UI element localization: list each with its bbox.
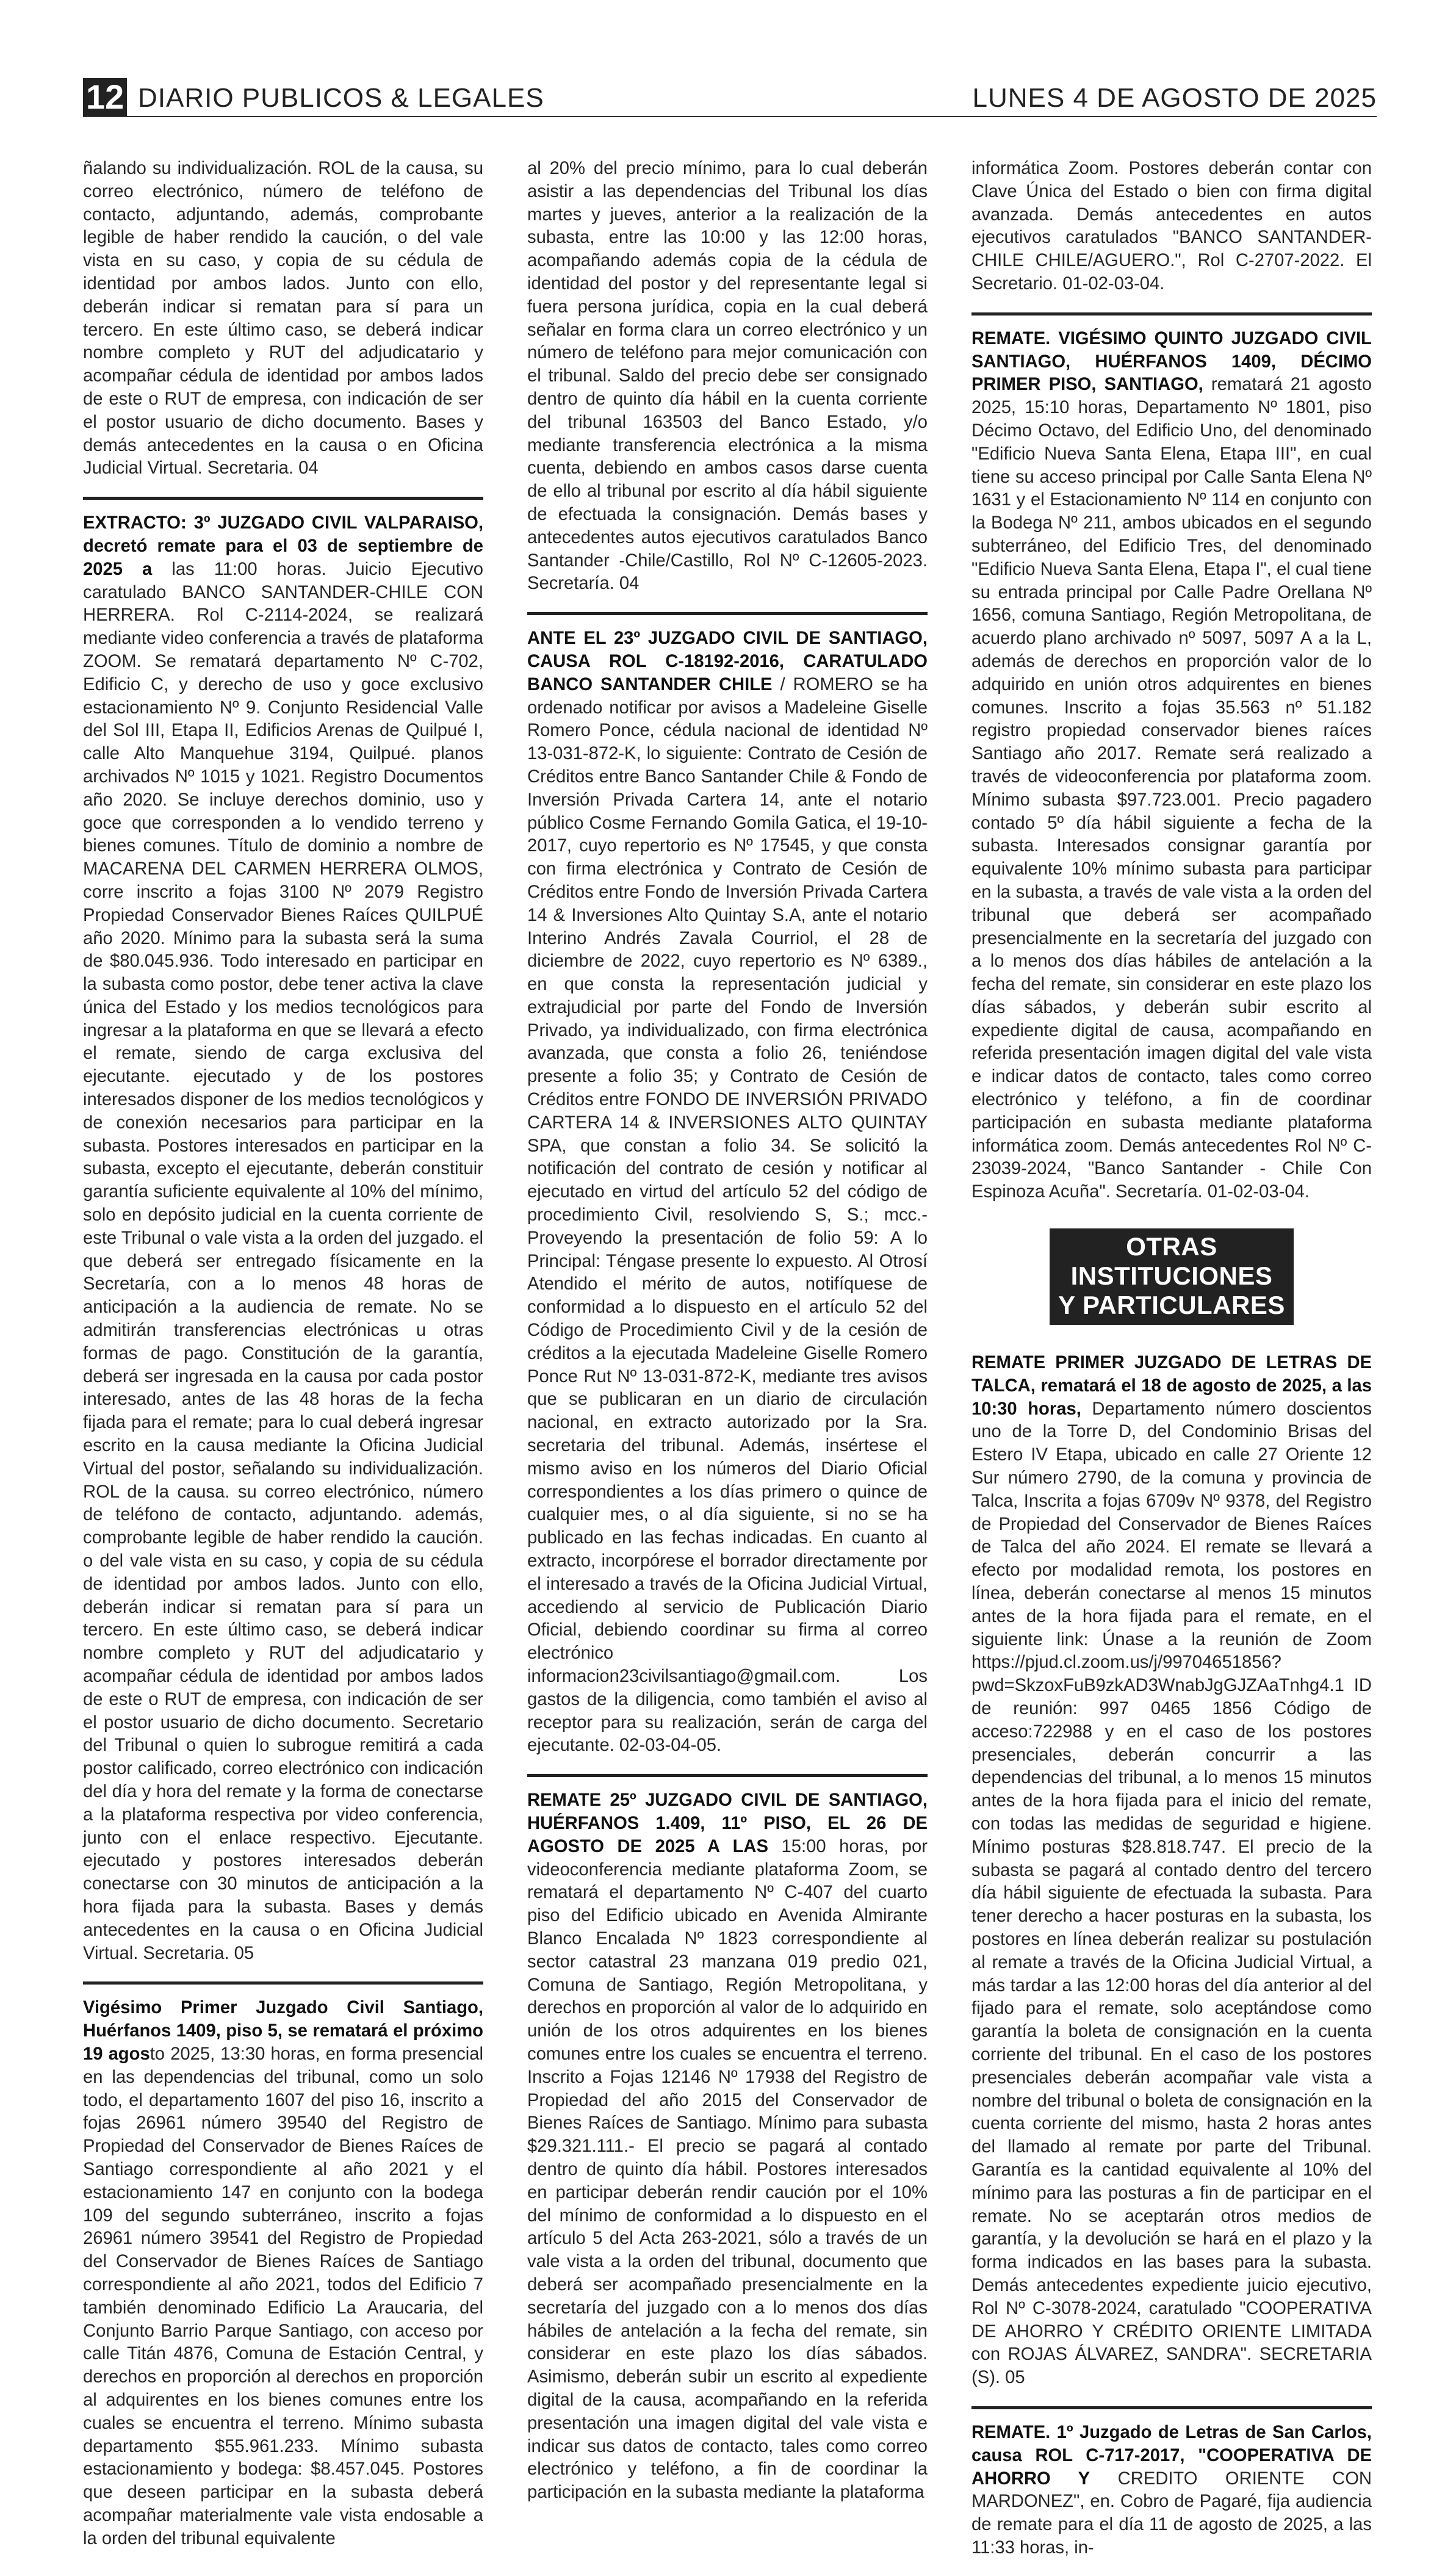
legal-notice [971, 328, 1372, 1204]
notice-heading: REMATE 25º JUZGADO CIVIL DE SANTIAGO, HUÉRFANOS 1.409, 11º PISO, EL 26 DE AGOSTO DE 2025 A LAS [527, 1790, 928, 1856]
notice-body: informática Zoom. Postores deberán contar con Clave Única del Estado o bien con firma digital avanzada. Demás antecedentes en autos ejecutivos caratulados "BANCO SANTANDER-CHILE CHILE/AGUERO.", Rol C-2707-2022. El Secretario. 01-02-03-04. [971, 159, 1372, 294]
notice-heading: REMATE. VIGÉSIMO QUINTO JUZGADO CIVIL SANTIAGO, HUÉRFANOS 1409, DÉCIMO PRIMER PISO, SANTIAGO, [971, 328, 1372, 395]
notice-body: / ROMERO se ha ordenado notificar por avisos a Madeleine Giselle Romero Ponce, cédula nacional de identidad Nº 13-031-872-K, lo siguiente: Contrato de Cesión de Créditos entre Banco Santander Chile & Fondo de Inversión Privada Cartera 14, ante el notario público Cosme Fernando Gomila Gatica, el 19-10-2017, cuyo repertorio es Nº 17545, y que consta con firma electrónica y Contrato de Cesión de Créditos entre Fondo de Inversión Privada Cartera 14 & Inversiones Alto Quintay S.A, ante el notario Interino Andrés Zavala Courriol, el 28 de diciembre de 2022, cuyo repertorio es Nº 6389., en que consta la representación judicial y extrajudicial por parte del Fondo de Inversión Privado, ya individualizado, con firma electrónica avanzada, que consta a folio 26, teniéndose presente a folio 35; y Contrato de Cesión de Créditos entre FONDO DE INVERSIÓN PRIVADO CARTERA 14 & INVERSIONES ALTO QUINTAY SPA, que constan a folio 34. Se solicitó la notificación del contrato de cesión y notificar al ejecutado en virtud del artículo 52 del código de procedimiento Civil, resolviendo S, S.; mcc.- Proveyendo la presentación de folio 59: A lo Principal: Téngase presente lo expuesto. Al Otrosí Atendido el mérito de autos, notifíquese de conformidad a lo dispuesto en el artículo 52 del Código de Procedimiento Civil y de la cesión de créditos a la ejecutada Madeleine Giselle Romero Ponce Rut Nº 13-031-872-K, mediante tres avisos que se publicaran en un diario de circulación nacional, en extracto autorizado por la Sra. secretaria del tribunal. Además, insértese el mismo aviso en los números del Diario Oficial correspondientes a los días primero o quince de cualquier mes, o al día siguiente, si no se ha publicado en las fechas indicadas. En cuanto al extracto, incorpórese el borrador directamente por el interesado a través de la Oficina Judicial Virtual, accediendo al servicio de Publicación Diario Oficial, debiendo coordinar su firma al correo electrónico informacion23civilsantiago@gmail.com. Los gastos de la diligencia, como también el aviso al receptor para su realización, serán de carga del ejecutante. 02-03-04-05. [527, 674, 928, 1756]
notice-body: to 2025, 13:30 horas, en forma presencial en las dependencias del tribunal, como un solo todo, el departamento 1607 del piso 16, inscrito a fojas 26961 número 39540 del Registro de Propiedad del Conservador de Bienes Raíces de Santiago correspondiente al año 2021 y el estacionamiento 147 en conjunto con la bodega 109 del segundo subterráneo, inscrito a fojas 26961 número 39541 del Registro de Propiedad del Conservador de Bienes Raíces de Santiago correspondiente al año 2021, todos del Edificio 7 también denominado Edificio La Araucaria, del Conjunto Barrio Parque Santiago, con acceso por calle Titán 4876, Comuna de Estación Central, y derechos en proporción al derechos en proporción al adquirentes en los bienes comunes entre los cuales se encuentra el terreno. Mínimo subasta departamento $55.961.233. Mínimo subasta estacionamiento y bodega: $8.457.045. Postores que deseen participar en la subasta deberá acompañar materialmente vale vista endosable a la orden del tribunal equivalente [83, 2044, 484, 2548]
section-banner-line: OTRAS INSTITUCIONES [1070, 1232, 1273, 1291]
notice-body: Departamento número doscientos uno de la Torre D, del Condominio Brisas del Estero IV Etapa, ubicado en calle 27 Oriente 12 Sur número 2790, de la comuna y provincia de Talca, Inscrita a fojas 6709v Nº 9378, del Registro de Propiedad del Conservador de Bienes Raíces de Talca del año 2024. El remate se llevará a efecto por modalidad remota, los postores en línea, deberán conectarse al menos 15 minutos antes de la hora fijada para el remate, en el siguiente link: Únase a la reunión de Zoom https://pjud.cl.zoom.us/j/99704651856?pwd=SkzoxFuB9zkAD3WnabJgGJZAaTnhg4.1 ID de reunión: 997 0465 1856 Código de acceso:722988 y en el caso de los postores presenciales, deberán concurrir a las dependencias del tribunal, a lo menos 15 minutos antes de la hora fijada para el inicio del remate, con todas las medidas de seguridad e higiene. Mínimo posturas $28.818.747. El precio de la subasta se pagará al contado dentro del tercero día hábil siguiente de efectuada la subasta. Para tener derecho a hacer posturas en la subasta, los postores en línea deberán realizar su postulación al remate a través de la Oficina Judicial Virtual, a más tardar a las 12:00 horas del día anterior al del fijado para el remate, solo aceptándose como garantía la boleta de consignación en la cuenta corriente del tribunal. En el caso de los postores presenciales deberán acompañar vale vista a nombre del tribunal o boleta de consignación en la cuenta corriente del mismo, hasta 2 horas antes del llamado al remate por parte del Tribunal. Garantía es la cantidad equivalente al 10% del mínimo para las posturas a fin de participar en el remate. No se aceptarán otros medios de garantía, y la devolución se hará en el plazo y la forma indicados en las bases para la subasta. Demás antecedentes expediente juicio ejecutivo, Rol Nº C-3078-2024, caratulado "COOPERATIVA DE AHORRO Y CRÉDITO ORIENTE LIMITADA con ROJAS ÁLVAREZ, SANDRA". SECRETARIA (S). 05 [971, 1399, 1372, 2388]
notice-divider [971, 312, 1372, 315]
legal-notice [527, 627, 928, 1758]
notice-heading: Vigésimo Primer Juzgado Civil Santiago, Huérfanos 1409, piso 5, se rematará el próximo 19 agos [83, 1998, 483, 2064]
legal-notice [971, 1352, 1372, 2390]
legal-notice [527, 1789, 928, 2504]
section-banner-line: Y PARTICULARES [1058, 1291, 1285, 1320]
column-1 [83, 157, 484, 2548]
publication-name: DIARIO PUBLICOS & LEGALES [138, 83, 544, 113]
notice-divider [527, 612, 928, 615]
notice-divider [971, 2406, 1372, 2409]
notice-heading: REMATE PRIMER JUZGADO DE LETRAS DE TALCA, rematará el 18 de agosto de 2025, a las 10:30 horas, [971, 1353, 1372, 1419]
notice-divider [83, 497, 483, 500]
legal-notice [527, 157, 928, 596]
legal-notice [971, 2421, 1372, 2560]
legal-notice [83, 512, 483, 1965]
notice-body: las 11:00 horas. Juicio Ejecutivo caratulado BANCO SANTANDER-CHILE CON HERRERA. Rol C-2114-2024, se realizará mediante video conferencia a través de plataforma ZOOM. Se rematará departamento Nº C-702, Edificio C, y derecho de uso y goce exclusivo estacionamiento Nº 9. Conjunto Residencial Valle del Sol III, Etapa II, Edificios Arenas de Quilpué I, calle Alto Manquehue 3194, Quilpué. planos archivados Nº 1015 y 1021. Registro Documentos año 2020. Se incluye derechos dominio, uso y goce que corresponden a lo vendido terreno y bienes comunes. Título de dominio a nombre de MACARENA DEL CARMEN HERRERA OLMOS, corre inscrito a fojas 3100 Nº 2079 Registro Propiedad Conservador Bienes Raíces QUILPUÉ año 2020. Mínimo para la subasta será la suma de $80.045.936. Todo interesado en participar en la subasta como postor, debe tener activa la clave única del Estado y los medios tecnológicos para ingresar a la plataforma en que se llevará a efecto el remate, siendo de carga exclusiva del ejecutante. ejecutado y de los postores interesados disponer de los medios tecnológicos y de conexión necesarios para participar en la subasta. Postores interesados en participar en la subasta, excepto el ejecutante, deberán constituir garantía suficiente equivalente al 10% del mínimo, solo en depósito judicial en la cuenta corriente de este Tribunal o vale vista a la orden del juzgado. el que deberá ser entregado físicamente en la Secretaría, con a lo menos 48 horas de anticipación a la audiencia de remate. No se admitirán transferencias electrónicas u otras formas de pago. Constitución de la garantía, deberá ser ingresada en la causa por cada postor interesado, antes de las 48 horas de la fecha fijada para el remate; para lo cual deberá ingresar escrito en la causa mediante la Oficina Judicial Virtual del postor, señalando su individualización. ROL de la causa. su correo electrónico, número de teléfono de contacto, adjuntando. además, comprobante legible de haber rendido la caución. o del vale vista en su caso, y copia de su cédula de identidad por ambos lados. Junto con ello, deberán indicar si rematan para sí para un tercero. En este último caso, se deberá indicar nombre completo y RUT del adjudicatario y acompañar cédula de identidad por ambos lados de este o RUT de empresa, con indicación de ser el postor usuario de dicho documento. Secretario del Tribunal o quien lo subrogue remitirá a cada postor calificado, correo electrónico con indicación del día y hora del remate y la forma de conectarse a la plataforma respectiva por video conferencia, junto con el enlace respectivo. Ejecutante. ejecutado y postores interesados deberán conectarse con 30 minutos de anticipación a la hora fijada para la subasta. Bases y demás antecedentes en la causa o en Oficina Judicial Virtual. Secretaria. 05 [83, 559, 483, 1963]
notice-divider [83, 1981, 483, 1985]
notice-body: ñalando su individualización. ROL de la causa, su correo electrónico, número de teléfono de contacto, adjuntando, además, comprobante legible de haber rendido la caución, o del vale vista en su caso, y copia de su cédula de identidad por ambos lados. Junto con ello, deberán indicar si rematan para sí para un tercero. En este último caso, se deberá indicar nombre completo y RUT del adjudicatario y acompañar cédula de identidad por ambos lados de este o RUT de empresa, con indicación de ser el postor usuario de dicho documento. Bases y demás antecedentes en la causa o en Oficina Judicial Virtual. Secretaria. 04 [83, 159, 483, 478]
legal-notice [971, 157, 1372, 296]
notice-body: rematará 21 agosto 2025, 15:10 horas, Departamento Nº 1801, piso Décimo Octavo, del Edificio Uno, del denominado "Edificio Nueva Santa Elena, Etapa III", en cual tiene su acceso principal por Calle Santa Elena Nº 1631 y el Estacionamiento Nº 114 en conjunto con la Bodega Nº 211, ambos ubicados en el segundo subterráneo, del Edificio Tres, del denominado "Edificio Nueva Santa Elena, Etapa I", el cual tiene su entrada principal por Calle Padre Orellana Nº 1656, comuna Santiago, Región Metropolitana, de acuerdo plano archivado nº 5097, 5097 A a la L, además de derechos en proporción valor de lo adquirido en unión otros adquirentes en bienes comunes. Inscrito a fojas 35.563 nº 51.182 registro propiedad conservador bienes raíces Santiago año 2017. Remate será realizado a través de videoconferencia por plataforma zoom. Mínimo subasta $97.723.001. Precio pagadero contado 5º día hábil siguiente a fecha de la subasta. Interesados consignar garantía por equivalente 10% mínimo subasta para participar en la subasta, a través de vale vista a la orden del tribunal que deberá ser acompañado presencialmente en la secretaría del juzgado con a lo menos dos días hábiles de antelación a la fecha del remate, sin considerar en este plazo los días sábados, y deberán subir escrito al expediente digital de causa, acompañando en referida presentación imagen digital del vale vista e indicar datos de contacto, tales como correo electrónico y teléfono, a fin de coordinar participación en subasta mediante plataforma informática zoom. Demás antecedentes Rol Nº C-23039-2024, "Banco Santander - Chile Con Espinoza Acuña". Secretaría. 01-02-03-04. [971, 375, 1372, 1202]
notice-heading: EXTRACTO: 3º JUZGADO CIVIL VALPARAISO, decretó remate para el 03 de septiembre de 2025 a [83, 513, 483, 579]
notice-heading: ANTE EL 23º JUZGADO CIVIL DE SANTIAGO, CAUSA ROL C-18192-2016, CARATULADO BANCO SANTANDER CHILE [527, 629, 928, 694]
column-3 [971, 157, 1372, 2558]
section-banner [1050, 1228, 1294, 1325]
notice-heading: REMATE. 1º Juzgado de Letras de San Carlos, causa ROL C-717-2017, "COOPERATIVA DE AHORRO Y [971, 2422, 1372, 2489]
notice-divider [527, 1774, 928, 1777]
notice-body: al 20% del precio mínimo, para lo cual deberán asistir a las dependencias del Tribunal los días martes y jueves, anterior a la realización de la subasta, entre las 10:00 y las 12:00 horas, acompañando además copia de la cédula de identidad del postor y del representante legal si fuera persona jurídica, copia en la cual deberá señalar en forma clara un correo electrónico y un número de teléfono para mejor comunicación con el tribunal. Saldo del precio debe ser consignado dentro de quinto día hábil en la cuenta corriente del tribunal 163503 del Banco Estado, y/o mediante transferencia electrónica a la misma cuenta, debiendo en ambos casos darse cuenta de ello al tribunal por escrito al día hábil siguiente de efectuada la consignación. Demás bases y antecedentes autos ejecutivos caratulados Banco Santander -Chile/Castillo, Rol Nº C-12605-2023. Secretaría. 04 [527, 159, 928, 594]
notice-body: 15:00 horas, por videoconferencia mediante plataforma Zoom, se rematará el departamento Nº C-407 del cuarto piso del Edificio ubicado en Avenida Almirante Blanco Encalada Nº 1823 correspondiente al sector catastral 23 manzana 019 predio 021, Comuna de Santiago, Región Metropolitana, y derechos en proporción al valor de lo adquirido en unión de los otros adquirentes en los bienes comunes entre los cuales se encuentra el terreno. Inscrito a Fojas 12146 Nº 17938 del Registro de Propiedad del año 2015 del Conservador de Bienes Raíces de Santiago. Mínimo para subasta $29.321.111.- El precio se pagará al contado dentro de quinto día hábil. Postores interesados en participar deberán rendir caución por el 10% del mínimo de conformidad a lo dispuesto en el artículo 5 del Acta 263-2021, sólo a través de un vale vista a la orden del tribunal, documento que deberá ser acompañado presencialmente en la secretaría del juzgado con a lo menos dos días hábiles de antelación a la fecha del remate, sin considerar en este plazo los días sábados. Asimismo, deberán subir un escrito al expediente digital de la causa, acompañando en la referida presentación una imagen digital del vale vista e indicar sus datos de contacto, tales como correo electrónico y teléfono, a fin de coordinar la participación en la subasta mediante la plataforma [527, 1836, 928, 2503]
page-header [83, 77, 1377, 117]
legal-notice [83, 157, 483, 480]
page-number: 12 [83, 78, 127, 116]
publication-date: LUNES 4 DE AGOSTO DE 2025 [972, 83, 1377, 113]
notices-columns [83, 157, 1377, 2558]
notice-body: CREDITO ORIENTE CON MARDONEZ", en. Cobro de Pagaré, fija audiencia de remate para el día 11 de agosto de 2025, a las 11:33 horas, in- [971, 2468, 1372, 2558]
column-2 [527, 157, 928, 2503]
legal-notice [83, 1997, 483, 2550]
